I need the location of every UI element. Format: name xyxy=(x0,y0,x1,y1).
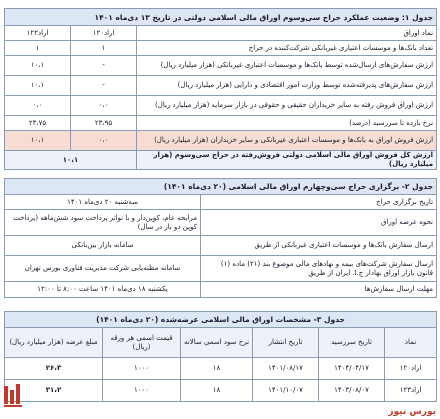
table3-header: تاریخ سررسید xyxy=(319,328,385,358)
table2-row-label: نحوه عرضه اوراق xyxy=(201,210,437,236)
table-offered-securities xyxy=(4,311,437,402)
table1-cell: ۰،۰ xyxy=(71,131,137,151)
table3-cell: ۱۰۰۰ xyxy=(103,358,181,380)
table3-cell: ۱۴۰۱/۰۸/۱۷ xyxy=(253,358,319,380)
table1-cell: ۲۳،۷۵ xyxy=(5,116,71,131)
table1-row-label: ارزش فروش اوراق به بانک‌ها و موسسات اعتباری غیربانکی و سایر خریداران (هزار میلیارد ریال) xyxy=(137,131,437,151)
table1-cell: ۰،۰ xyxy=(71,96,137,116)
table1-row-label: نماد اوراق xyxy=(137,26,437,41)
watermark: بورس نیوز xyxy=(388,407,436,417)
table3-header: تاریخ انتشار xyxy=(253,328,319,358)
table2-row-label: ارسال سفارش بانک‌ها و موسسات اعتباری غیربانکی از طریق xyxy=(201,236,437,256)
table3-cell: اراد۱۲۰ xyxy=(385,358,437,380)
table1-cell: ۱۰،۱ xyxy=(5,131,71,151)
table1-row-label: تعداد بانک‌ها و موسسات اعتباری غیربانکی شرکت‌کننده در حراج xyxy=(137,41,437,56)
table1-cell: ۱۰،۱ xyxy=(5,76,71,96)
table1-cell: ۰،۰ xyxy=(5,96,71,116)
table3-cell: ۱۰۰۰ xyxy=(103,380,181,402)
table-row xyxy=(5,380,437,402)
bourse-news-logo-icon xyxy=(2,382,26,408)
table3-cell: ۱۴۰۱/۱۰/۰۷ xyxy=(253,380,319,402)
table2-cell: یکشنبه ۱۸ دی‌ماه ۱۴۰۱ ساعت ۸:۰۰ تا ۱۲:۰۰ xyxy=(5,282,201,298)
table1-total-label: ارزش کل فروش اوراق مالی اسلامی دولتی فروش‌رفته در حراج سی‌وسوم (هزار میلیارد ریال) xyxy=(137,151,437,170)
table1-row-label: ارزش اوراق فروش رفته به سایر خریداران حقیقی و حقوقی در بازار سرمایه (هزار میلیارد ریال) xyxy=(137,96,437,116)
table2-row-label: ارسال سفارش شرکت‌های بیمه و نهادهای مالی موضوع بند (۲۱) ماده (۱) قانون بازار اوراق بهادار ج.ا. ایران از طریق xyxy=(201,256,437,282)
table1-cell: ۱ xyxy=(5,41,71,56)
table3-cell: ۳۱،۲ xyxy=(5,380,103,402)
table1-cell: ۱ xyxy=(71,41,137,56)
table3-cell: ۱۴۰۴/۰۴/۱۷ xyxy=(319,358,385,380)
table2-cell: مرابحه عام، کوپن‌دار و با نواتر پرداخت سود شش‌ماهه (پرداخت کوپن دو بار در سال) xyxy=(5,210,201,236)
table3-cell: اراد۱۲۳ xyxy=(385,380,437,402)
table3-cell: ۲۶،۳ xyxy=(5,358,103,380)
table3-cell: ۱۸ xyxy=(181,380,253,402)
table-row xyxy=(5,358,437,380)
table1-row-label: نرخ بازده تا سررسید (درصد) xyxy=(137,116,437,131)
table2-title: جدول ۲- برگزاری حراج سی‌وچهارم اوراق مالی اسلامی (۲۰ دی‌ماه ۱۴۰۱) xyxy=(5,179,437,195)
table1-title: جدول ۱: وضعیت عملکرد حراج سی‌وسوم اوراق مالی اسلامی دولتی در تاریخ ۱۳ دی‌ماه ۱۴۰۱ xyxy=(5,9,437,26)
table2-cell: سه‌شنبه ۲۰ دی‌ماه ۱۴۰۱ xyxy=(5,195,201,210)
table2-cell: سامانه بازار بین‌بانکی xyxy=(5,236,201,256)
table2-cell: سامانه مظنه‌یابی شرکت مدیریت فناوری بورس تهران xyxy=(5,256,201,282)
table2-row-label: مهلت ارسال سفارش‌ها xyxy=(201,282,437,298)
table3-header: نماد xyxy=(385,328,437,358)
table1-row-label: ارزش سفارش‌های پذیرفته‌شده توسط وزارت امور اقتصادی و دارایی (هزار میلیارد ریال) xyxy=(137,76,437,96)
table3-cell: ۱۴۰۳/۰۸/۰۷ xyxy=(319,380,385,402)
table3-cell: ۱۸ xyxy=(181,358,253,380)
table1-total-value: ۱۰،۱ xyxy=(5,151,137,170)
table2-row-label: تاریخ برگزاری حراج xyxy=(201,195,437,210)
table3-header: قیمت اسمی هر ورقه (ریال) xyxy=(103,328,181,358)
table-auction-34-schedule xyxy=(4,178,437,298)
table1-cell: ۱۰،۱ xyxy=(5,56,71,76)
table1-cell: - xyxy=(71,56,137,76)
table1-cell: - xyxy=(71,76,137,96)
table-auction-33-performance xyxy=(4,8,437,170)
table3-header: نرخ سود اسمی سالانه xyxy=(181,328,253,358)
table1-col-header-a: اراد۱۲۰ xyxy=(71,26,137,41)
table3-header: مبلغ عرضه (هزار میلیارد ریال) xyxy=(5,328,103,358)
table1-row-label: ارزش سفارش‌های ارسال‌شده توسط بانک‌ها و موسسات اعتباری غیربانکی (هزار میلیارد ریال) xyxy=(137,56,437,76)
table1-col-header-b: اراد۱۲۲ xyxy=(5,26,71,41)
table3-title: جدول ۳- مشخصات اوراق مالی اسلامی عرضه‌شده (۲۰ دی‌ماه ۱۴۰۱) xyxy=(5,312,437,328)
table1-cell: ۲۳،۹۵ xyxy=(71,116,137,131)
